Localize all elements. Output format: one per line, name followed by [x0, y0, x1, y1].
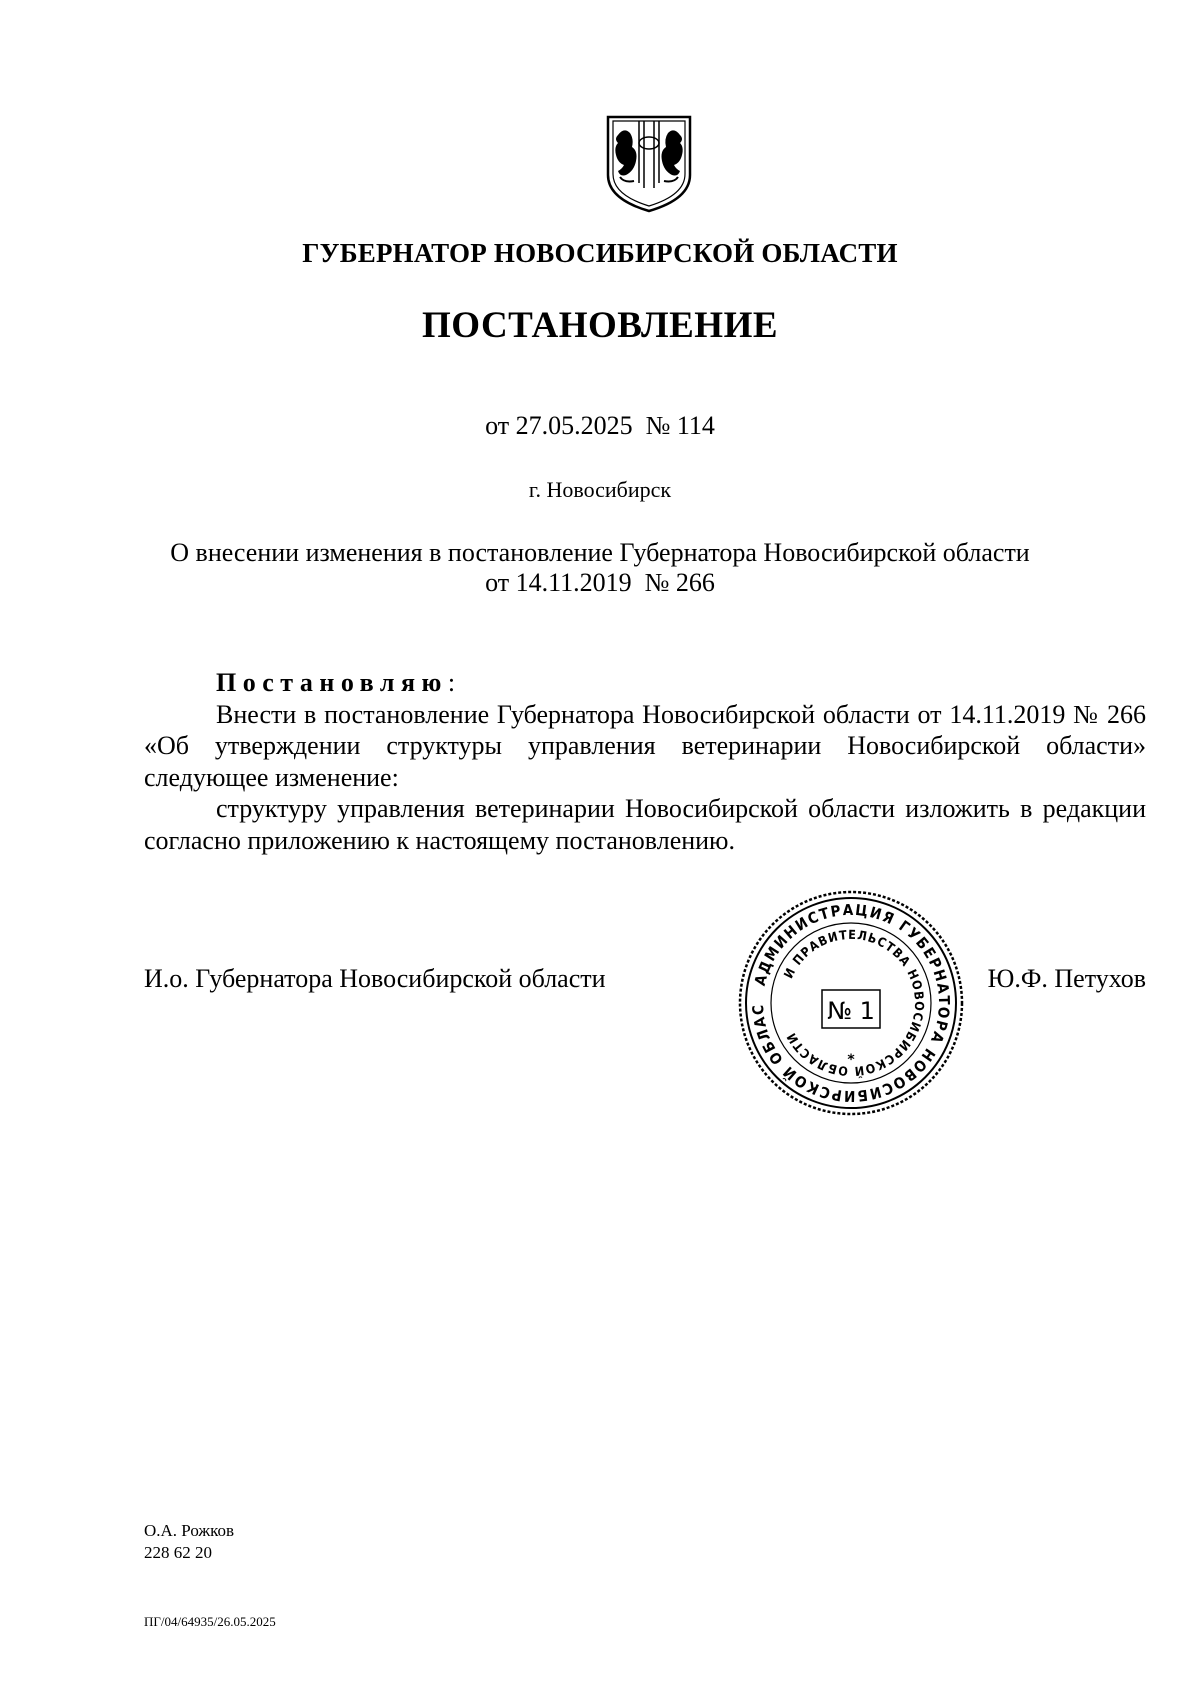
- coat-of-arms-emblem: [604, 113, 694, 215]
- decree-word: Постановляю: [216, 668, 448, 697]
- decree-punct: :: [447, 668, 456, 697]
- body-paragraph-1: Внести в постановление Губернатора Новосибирской области от 14.11.2019 № 266 «Об утверждении структуры управления ветеринарии Новосибирской области» следующее изменение:: [144, 699, 1146, 792]
- subject-line-1: О внесении изменения в постановление Губернатора Новосибирской области: [170, 538, 1030, 567]
- subject-line-2: от 14.11.2019 № 266: [485, 568, 715, 597]
- body-paragraph-2: структуру управления ветеринарии Новосибирской области изложить в редакции согласно приложению к настоящему постановлению.: [144, 794, 1146, 855]
- executor-name: О.А. Рожков: [144, 1521, 235, 1540]
- executor-phone: 228 62 20: [144, 1543, 212, 1562]
- signer-title: И.о. Губернатора Новосибирской области: [144, 964, 606, 993]
- seal-outer-text: АДМИНИСТРАЦИЯ ГУБЕРНАТОРА НОВОСИБИРСКОЙ ОБЛАС: [748, 900, 954, 1106]
- city-label: г. Новосибирск: [528, 477, 672, 502]
- seal-inner-text: И ПРАВИТЕЛЬСТВА НОВОСИБИРСКОЙ ОБЛАСТИ: [780, 926, 928, 1080]
- executor-block: [144, 1520, 234, 1564]
- document-body: [144, 667, 1146, 856]
- document-code: ПГ/04/64935/26.05.2025: [144, 1614, 276, 1629]
- document-subject: [0, 538, 1200, 598]
- official-seal-stamp: [736, 888, 966, 1118]
- document-type-heading: ПОСТАНОВЛЕНИЕ: [421, 305, 779, 346]
- date-and-number: от 27.05.2025 № 114: [485, 411, 715, 440]
- signer-name: Ю.Ф. Петухов: [987, 964, 1146, 993]
- seal-number: № 1: [827, 997, 875, 1025]
- authority-heading: ГУБЕРНАТОР НОВОСИБИРСКОЙ ОБЛАСТИ: [302, 238, 898, 268]
- seal-star: *: [847, 1052, 855, 1068]
- decree-line: [144, 667, 1146, 699]
